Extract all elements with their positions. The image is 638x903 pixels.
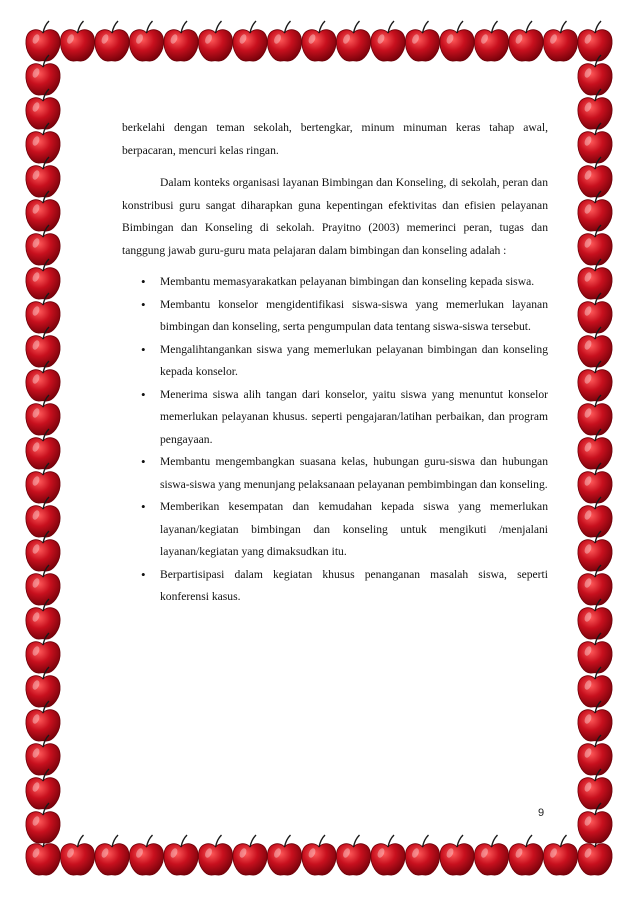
red-apple-icon (60, 835, 94, 875)
bullet-icon: • (141, 274, 146, 289)
red-apple-icon (129, 21, 163, 61)
red-apple-icon (371, 21, 405, 61)
red-apple-icon (474, 835, 508, 875)
list-item (122, 339, 548, 384)
list-item-text: Membantu mengembangkan suasana kelas, hubungan guru-siswa dan hubungan siswa-siswa yang menunjang pelaksanaan pelayanan pembimbingan dan konseling. (160, 455, 548, 491)
paragraph-context: Dalam konteks organisasi layanan Bimbingan dan Konseling, di sekolah, peran dan konstribusi guru sangat diharapkan guna kepentingan efektivitas dan efisien pelayanan Bimbingan dan Konseling di sekolah. Prayitno (2003) memerinci peran, tugas dan tanggung jawab guru-guru mata pelajaran dalam bimbingan dan konseling adalah : (122, 176, 548, 257)
red-apple-icon (198, 835, 232, 875)
red-apple-icon (474, 21, 508, 61)
red-apple-icon (95, 835, 129, 875)
bullet-icon: • (141, 296, 146, 312)
list-item-text: Membantu memasyarakatkan pelayanan bimbingan dan konseling kepada siswa. (160, 275, 535, 288)
red-apple-icon (509, 21, 543, 61)
red-apple-icon (267, 835, 301, 875)
bullet-icon: • (141, 341, 146, 357)
red-apple-icon (233, 835, 267, 875)
paragraph-continuation: berkelahi dengan teman sekolah, bertengkar, minum minuman keras tahap awal, berpacaran, mencuri kelas ringan. (122, 121, 548, 157)
red-apple-icon (302, 835, 336, 875)
red-apple-icon (440, 21, 474, 61)
red-apple-icon (267, 21, 301, 61)
red-apple-icon (336, 21, 370, 61)
red-apple-icon (371, 835, 405, 875)
red-apple-icon (336, 835, 370, 875)
list-item (122, 384, 548, 452)
red-apple-icon (543, 21, 577, 61)
red-apple-icon (509, 835, 543, 875)
red-apple-icon (95, 21, 129, 61)
red-apple-icon (233, 21, 267, 61)
red-apple-icon (543, 835, 577, 875)
list-item (122, 564, 548, 609)
list-item-text: Berpartisipasi dalam kegiatan khusus penanganan masalah siswa, seperti konferensi kasus. (160, 567, 548, 603)
red-apple-icon (26, 21, 60, 61)
red-apple-icon (405, 835, 439, 875)
red-apple-icon (164, 21, 198, 61)
list-item (122, 271, 548, 294)
red-apple-icon (578, 21, 612, 61)
list-item (122, 451, 548, 496)
red-apple-icon (405, 21, 439, 61)
bullet-icon: • (141, 499, 146, 514)
list-item-text: Menerima siswa alih tangan dari konselor, yaitu siswa yang menuntut konselor memerlukan pelayanan khusus. seperti pengajaran/latihan perbaikan, dan program pengayaan. (160, 387, 548, 446)
list-item (122, 294, 548, 339)
red-apple-icon (198, 21, 232, 61)
role-list (122, 271, 548, 609)
red-apple-icon (129, 835, 163, 875)
list-item-text: Mengalihtangankan siswa yang memerlukan pelayanan bimbingan dan konseling kepada konselor. (160, 342, 548, 378)
page-content (122, 117, 548, 609)
red-apple-icon (60, 21, 94, 61)
list-item (122, 496, 548, 564)
list-item-text: Membantu konselor mengidentifikasi siswa-siswa yang memerlukan layanan bimbingan dan konseling, serta pengumpulan data tentang siswa-siswa tersebut. (160, 297, 548, 333)
bullet-icon: • (141, 454, 146, 469)
red-apple-icon (440, 835, 474, 875)
red-apple-icon (302, 21, 336, 61)
bullet-icon: • (141, 566, 146, 582)
bullet-icon: • (141, 386, 146, 402)
red-apple-icon (164, 835, 198, 875)
list-item-text: Memberikan kesempatan dan kemudahan kepada siswa yang memerlukan layanan/kegiatan bimbingan dan konseling untuk mengikuti /menjalani layanan/kegiatan yang dimaksudkan itu. (160, 500, 548, 558)
page-number: 9 (538, 807, 545, 819)
